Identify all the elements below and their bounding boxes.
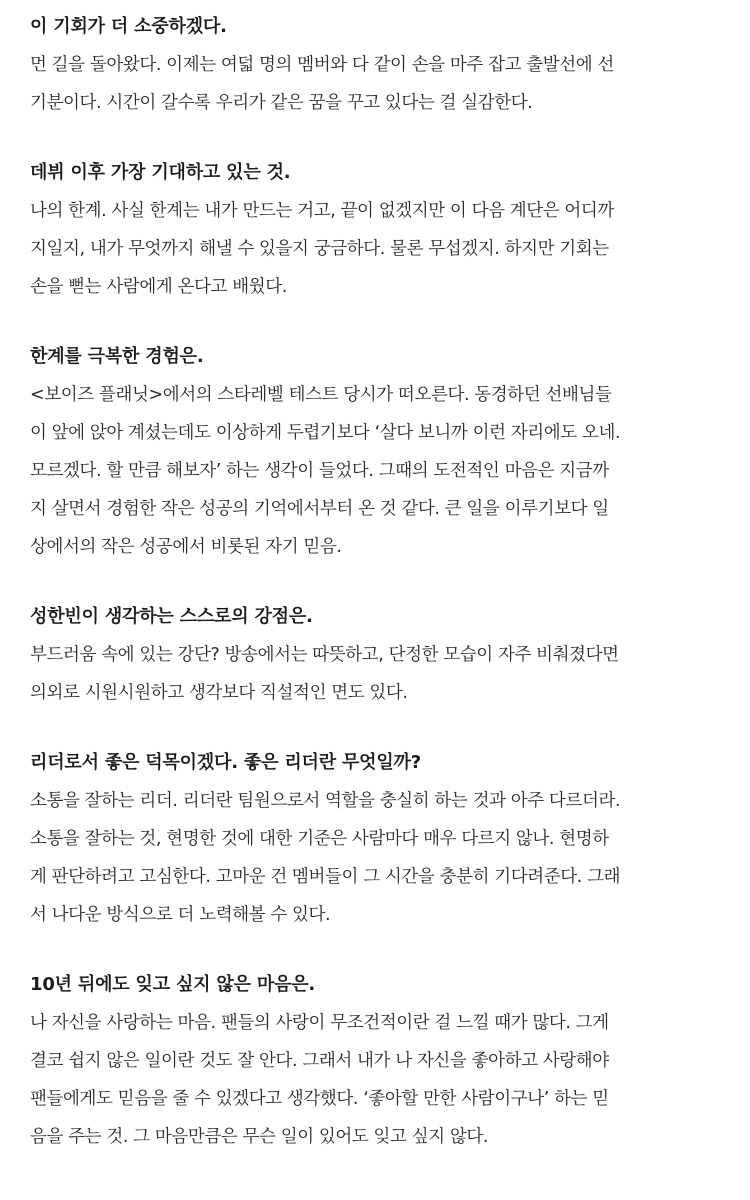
answer-paragraph bbox=[30, 782, 728, 934]
answer-line: 모르겠다. 할 만큼 해보자’ 하는 생각이 들었다. 그때의 도전적인 마음은 지금까 bbox=[30, 461, 609, 481]
answer-line: 부드러움 속에 있는 강단? 방송에서는 따뜻하고, 단정한 모습이 자주 비춰졌다면 bbox=[30, 645, 619, 665]
answer-paragraph bbox=[30, 636, 728, 712]
qa-section-2 bbox=[30, 154, 728, 306]
answer-line: 서 나다운 방식으로 더 노력해볼 수 있다. bbox=[30, 905, 331, 925]
qa-section-5 bbox=[30, 744, 728, 934]
answer-line: 나의 한계. 사실 한계는 내가 만드는 거고, 끝이 없겠지만 이 다음 계단은 어디까 bbox=[30, 201, 614, 221]
answer-line: 이 앞에 앉아 계셨는데도 이상하게 두렵기보다 ‘살다 보니까 이런 자리에도 오네. bbox=[30, 423, 621, 443]
answer-line: 게 판단하려고 고심한다. 고마운 건 멤버들이 그 시간을 충분히 기다려준다. 그래 bbox=[30, 867, 621, 887]
answer-line: 소통을 잘하는 리더. 리더란 팀원으로서 역할을 충실히 하는 것과 아주 다르더라. bbox=[30, 791, 621, 811]
qa-section-3 bbox=[30, 338, 728, 566]
question-heading: 리더로서 좋은 덕목이겠다. 좋은 리더란 무엇일까? bbox=[30, 752, 421, 773]
answer-line: 의외로 시원시원하고 생각보다 직설적인 면도 있다. bbox=[30, 683, 408, 703]
question-heading: 성한빈이 생각하는 스스로의 강점은. bbox=[30, 606, 313, 627]
qa-section-1 bbox=[30, 8, 728, 122]
answer-line: 기분이다. 시간이 갈수록 우리가 같은 꿈을 꾸고 있다는 걸 실감한다. bbox=[30, 93, 533, 113]
answer-line: 먼 길을 돌아왔다. 이제는 여덟 명의 멤버와 다 같이 손을 마주 잡고 출발선에 선 bbox=[30, 55, 614, 75]
answer-paragraph bbox=[30, 46, 728, 122]
question-heading: 10년 뒤에도 잊고 싶지 않은 마음은. bbox=[30, 974, 316, 995]
answer-line: 소통을 잘하는 것, 현명한 것에 대한 기준은 사람마다 매우 다르지 않나. 현명하 bbox=[30, 829, 609, 849]
question-heading: 한계를 극복한 경험은. bbox=[30, 346, 204, 367]
answer-line: 결코 쉽지 않은 일이란 것도 잘 안다. 그래서 내가 나 자신을 좋아하고 사랑해야 bbox=[30, 1051, 609, 1071]
answer-line: <보이즈 플래닛>에서의 스타레벨 테스트 당시가 떠오른다. 동경하던 선배님들 bbox=[30, 385, 612, 405]
answer-paragraph bbox=[30, 1004, 728, 1156]
answer-line: 손을 뻗는 사람에게 온다고 배웠다. bbox=[30, 277, 287, 297]
answer-line: 팬들에게도 믿음을 줄 수 있겠다고 생각했다. ‘좋아할 만한 사람이구나’ 하는 믿 bbox=[30, 1089, 609, 1109]
answer-line: 나 자신을 사랑하는 마음. 팬들의 사랑이 무조건적이란 걸 느낄 때가 많다. 그게 bbox=[30, 1013, 609, 1033]
question-heading: 이 기회가 더 소중하겠다. bbox=[30, 16, 227, 37]
answer-paragraph bbox=[30, 192, 728, 306]
question-heading: 데뷔 이후 가장 기대하고 있는 것. bbox=[30, 162, 291, 183]
answer-line: 음을 주는 것. 그 마음만큼은 무슨 일이 있어도 잊고 싶지 않다. bbox=[30, 1127, 489, 1147]
answer-line: 상에서의 작은 성공에서 비롯된 자기 믿음. bbox=[30, 537, 342, 557]
answer-paragraph bbox=[30, 376, 728, 566]
qa-section-6 bbox=[30, 966, 728, 1156]
qa-section-4 bbox=[30, 598, 728, 712]
answer-line: 지 살면서 경험한 작은 성공의 기억에서부터 온 것 같다. 큰 일을 이루기보다 일 bbox=[30, 499, 609, 519]
answer-line: 지일지, 내가 무엇까지 해낼 수 있을지 궁금하다. 물론 무섭겠지. 하지만 기회는 bbox=[30, 239, 609, 259]
